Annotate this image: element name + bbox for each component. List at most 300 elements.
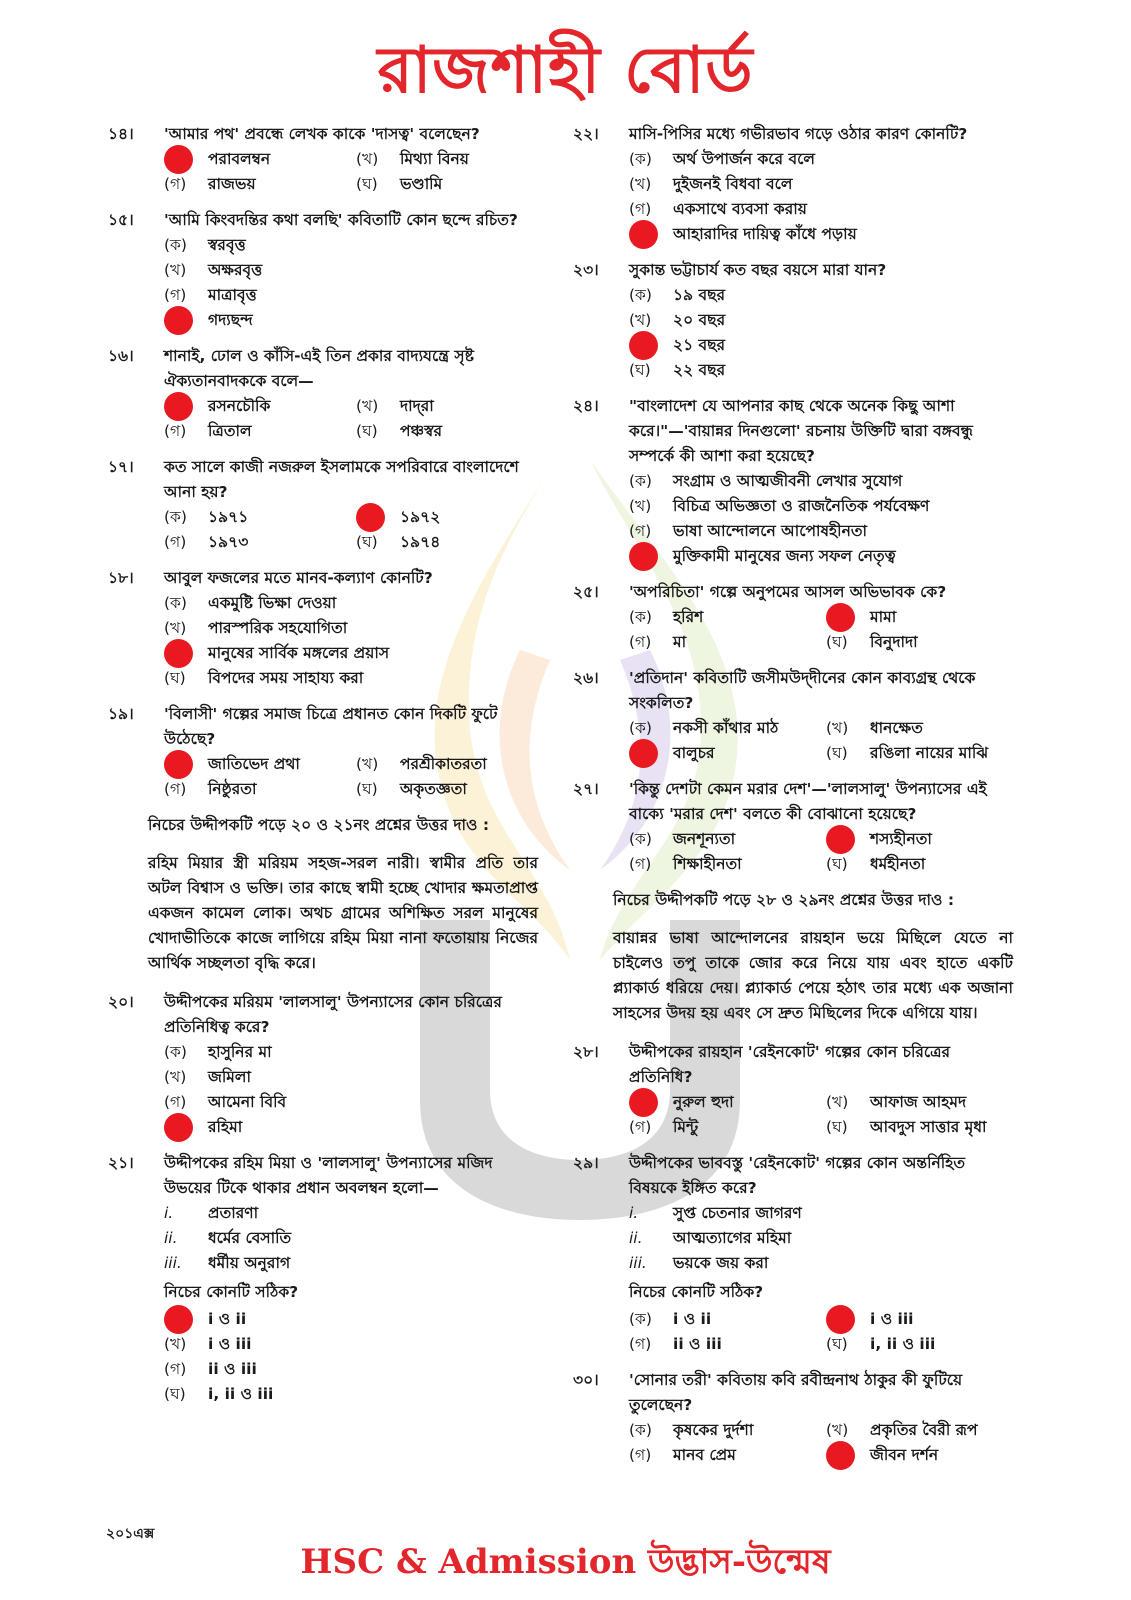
option-item[interactable] bbox=[826, 1307, 1013, 1332]
option-text: পরশ্রীকাতরতা bbox=[400, 755, 487, 773]
option-label: (গ) bbox=[629, 1118, 652, 1136]
option-text: রহিমা bbox=[208, 1118, 243, 1136]
statement-label: iii. bbox=[629, 1254, 647, 1272]
option-text: i, ii ও iii bbox=[208, 1385, 274, 1403]
question-number: ১৭। bbox=[108, 458, 134, 476]
option-item[interactable] bbox=[629, 1307, 816, 1332]
option-label: (খ) bbox=[356, 397, 379, 415]
option-text: ভাষা আন্দোলনে আপোষহীনতা bbox=[673, 522, 867, 540]
option-item[interactable] bbox=[164, 172, 346, 197]
option-text: কৃষকের দুর্দশা bbox=[673, 1421, 754, 1439]
option-label: (গ) bbox=[164, 1360, 187, 1378]
option-item[interactable] bbox=[826, 716, 1013, 741]
statement-text: ভয়কে জয় করা bbox=[673, 1254, 769, 1272]
option-item[interactable] bbox=[164, 641, 538, 666]
question bbox=[108, 990, 538, 1140]
option-item[interactable] bbox=[164, 419, 346, 444]
question-number: ১৬। bbox=[108, 347, 134, 365]
option-label: (ক) bbox=[164, 236, 187, 254]
option-item[interactable] bbox=[629, 358, 1013, 383]
option-label: (খ) bbox=[356, 755, 379, 773]
option-label: (ঘ) bbox=[826, 1118, 848, 1136]
option-item[interactable] bbox=[629, 519, 1013, 544]
question-text: শানাই, ঢোল ও কাঁসি-এই তিন প্রকার বাদ্যযন্ত্রে সৃষ্ট ঐক্যতানবাদককে বলে— bbox=[164, 347, 474, 390]
option-item[interactable] bbox=[629, 605, 816, 630]
option-item[interactable] bbox=[164, 752, 346, 777]
option-label: (গ) bbox=[164, 780, 187, 798]
option-item[interactable] bbox=[164, 1090, 538, 1115]
option-item[interactable] bbox=[629, 1090, 816, 1115]
option-item[interactable] bbox=[826, 1443, 1013, 1468]
option-item[interactable] bbox=[629, 283, 1013, 308]
answer-marker-icon bbox=[629, 542, 658, 571]
answer-marker-icon bbox=[164, 392, 193, 421]
option-list bbox=[164, 394, 538, 444]
option-label: (ক) bbox=[164, 594, 187, 612]
option-text: স্বরবৃত্ত bbox=[208, 236, 246, 254]
option-label: (খ) bbox=[164, 619, 187, 637]
option-list bbox=[164, 147, 538, 197]
option-label-holder bbox=[164, 639, 208, 668]
option-list bbox=[629, 1090, 1013, 1140]
option-label-holder bbox=[164, 306, 208, 335]
option-label: (গ) bbox=[629, 200, 652, 218]
option-text: জমিলা bbox=[208, 1068, 251, 1086]
option-item[interactable] bbox=[164, 1307, 538, 1332]
option-item[interactable] bbox=[356, 777, 538, 802]
question bbox=[108, 208, 538, 333]
answer-marker-icon bbox=[629, 220, 658, 249]
question-text: সুকান্ত ভট্টাচার্য কত বছর বয়সে মারা যান? bbox=[629, 261, 887, 279]
option-item[interactable] bbox=[164, 283, 538, 308]
option-list bbox=[164, 752, 538, 802]
option-label: (ঘ) bbox=[826, 1335, 848, 1353]
option-label: (গ) bbox=[629, 1335, 652, 1353]
option-label-holder bbox=[164, 1305, 208, 1334]
option-text: ২০ বছর bbox=[673, 311, 726, 329]
option-item[interactable] bbox=[629, 147, 1013, 172]
option-label: (খ) bbox=[164, 261, 187, 279]
question-number: ২৩। bbox=[573, 261, 599, 279]
question-number: ২৪। bbox=[573, 397, 599, 415]
option-label-holder bbox=[164, 1113, 208, 1142]
option-text: মিথ্যা বিনয় bbox=[400, 150, 469, 168]
option-item[interactable] bbox=[356, 394, 538, 419]
option-text: ii ও iii bbox=[673, 1335, 722, 1353]
option-item[interactable] bbox=[826, 741, 1013, 766]
answer-marker-icon bbox=[164, 639, 193, 668]
option-label-holder bbox=[164, 145, 208, 174]
option-label: (গ) bbox=[164, 286, 187, 304]
option-item[interactable] bbox=[164, 666, 538, 691]
question-text: 'বিলাসী' গল্পের সমাজ চিত্রে প্রধানত কোন দিকটি ফুটে উঠেছে? bbox=[164, 705, 498, 748]
option-text: অকৃতজ্ঞতা bbox=[400, 780, 467, 798]
option-text: রঙিলা নায়ের মাঝি bbox=[870, 744, 989, 762]
answer-marker-icon bbox=[164, 1113, 193, 1142]
option-list bbox=[629, 827, 1013, 877]
option-text: আমেনা বিবি bbox=[208, 1093, 287, 1111]
option-label: (গ) bbox=[629, 1446, 652, 1464]
option-label-holder bbox=[629, 331, 673, 360]
option-label: (গ) bbox=[629, 855, 652, 873]
option-item[interactable] bbox=[629, 716, 816, 741]
statement-label: i. bbox=[629, 1204, 639, 1222]
option-text: গদ্যছন্দ bbox=[208, 311, 253, 329]
option-text: একসাথে ব্যবসা করায় bbox=[673, 200, 807, 218]
option-item[interactable] bbox=[164, 1065, 538, 1090]
option-text: জাতিভেদ প্রথা bbox=[208, 755, 300, 773]
statement-text: আত্মত্যাগের মহিমা bbox=[673, 1229, 792, 1247]
option-item[interactable] bbox=[164, 1115, 538, 1140]
option-list bbox=[629, 147, 1013, 247]
question-number: ২৮। bbox=[573, 1043, 599, 1061]
option-text: মাত্রাবৃত্ত bbox=[208, 286, 257, 304]
option-text: i ও iii bbox=[208, 1335, 252, 1353]
option-text: হরিশ bbox=[673, 608, 704, 626]
question bbox=[108, 702, 538, 802]
option-label: (খ) bbox=[629, 175, 652, 193]
option-text: ধর্মহীনতা bbox=[870, 855, 926, 873]
option-text: i, ii ও iii bbox=[870, 1335, 936, 1353]
option-list bbox=[629, 283, 1013, 383]
option-label: (খ) bbox=[826, 719, 849, 737]
option-item[interactable] bbox=[164, 1040, 538, 1065]
option-text: হাসুনির মা bbox=[208, 1043, 272, 1061]
option-list bbox=[629, 1307, 1013, 1357]
option-label: (গ) bbox=[164, 1093, 187, 1111]
question-text: উদ্দীপকের রহিম মিয়া ও 'লালসালু' উপন্যাসের মজিদ উভয়ের টিকে থাকার প্রধান অবলম্বন হলো— bbox=[164, 1154, 493, 1197]
question bbox=[108, 344, 538, 444]
statement-text: সুপ্ত চেতনার জাগরণ bbox=[673, 1204, 802, 1222]
option-item[interactable] bbox=[164, 233, 538, 258]
option-label: (খ) bbox=[164, 1335, 187, 1353]
option-text: বালুচর bbox=[673, 744, 715, 762]
option-item[interactable] bbox=[629, 1115, 816, 1140]
option-text: রসনচৌকি bbox=[208, 397, 271, 415]
option-label: (গ) bbox=[164, 422, 187, 440]
option-item[interactable] bbox=[826, 605, 1013, 630]
question-number: ২২। bbox=[573, 125, 599, 143]
option-text: ২১ বছর bbox=[673, 336, 726, 354]
option-label: (ঘ) bbox=[356, 175, 378, 193]
option-text: নকসী কাঁথার মাঠ bbox=[673, 719, 779, 737]
statement-text: ধর্মীয় অনুরাগ bbox=[208, 1254, 291, 1272]
option-label: (ক) bbox=[629, 286, 652, 304]
option-list bbox=[164, 1307, 538, 1407]
option-item[interactable] bbox=[629, 333, 1013, 358]
option-text: নুরুল হুদা bbox=[673, 1093, 734, 1111]
statement-list bbox=[629, 1201, 1013, 1276]
option-text: বিনুদাদা bbox=[870, 633, 918, 651]
option-label-holder bbox=[356, 503, 400, 532]
option-list bbox=[164, 1040, 538, 1140]
option-label-holder bbox=[629, 542, 673, 571]
option-item[interactable] bbox=[629, 494, 1013, 519]
statement-label: iii. bbox=[164, 1254, 182, 1272]
option-item[interactable] bbox=[629, 852, 816, 877]
option-label-holder bbox=[826, 1305, 870, 1334]
question bbox=[573, 394, 1013, 569]
right-column bbox=[573, 122, 1013, 1479]
question-text: উদ্দীপকের মরিয়ম 'লালসালু' উপন্যাসের কোন চরিত্রের প্রতিনিধিত্ব করে? bbox=[164, 993, 502, 1036]
question bbox=[573, 666, 1013, 766]
option-item[interactable] bbox=[629, 222, 1013, 247]
statement-item bbox=[629, 1226, 1013, 1251]
option-label: (ঘ) bbox=[826, 855, 848, 873]
option-text: জীবন দর্শন bbox=[870, 1446, 939, 1464]
option-text: i ও ii bbox=[673, 1310, 712, 1328]
option-label: (ক) bbox=[164, 508, 187, 526]
option-item[interactable] bbox=[629, 827, 816, 852]
option-item[interactable] bbox=[629, 308, 1013, 333]
option-list bbox=[629, 469, 1013, 569]
option-text: একমুষ্টি ভিক্ষা দেওয়া bbox=[208, 594, 337, 612]
option-item[interactable] bbox=[164, 1382, 538, 1407]
option-text: পরাবলম্বন bbox=[208, 150, 271, 168]
option-item[interactable] bbox=[356, 419, 538, 444]
statement-item bbox=[164, 1226, 538, 1251]
option-text: ii ও iii bbox=[208, 1360, 257, 1378]
option-item[interactable] bbox=[629, 544, 1013, 569]
stimulus-passage: রহিম মিয়ার স্ত্রী মরিয়ম সহজ-সরল নারী। স্বামীর প্রতি তার অটল বিশ্বাস ও ভক্তি। তার কাছে স্বামী হচ্ছে খোদার ক্ষমতাপ্রাপ্ত একজন কামেল লোক। অথচ গ্রামের অশিক্ষিত সরল মানুষের খোদাভীতিকে কাজে লাগিয়ে রহিম মিয়া নানা ফতোয়ায় নিজের আর্থিক সচ্ছলতা বৃদ্ধি করে। bbox=[148, 854, 538, 972]
option-label: (গ) bbox=[629, 633, 652, 651]
option-label: (ঘ) bbox=[356, 780, 378, 798]
option-text: মিন্টু bbox=[673, 1118, 699, 1136]
option-label-holder bbox=[629, 1088, 673, 1117]
question bbox=[573, 777, 1013, 877]
statement-item bbox=[164, 1201, 538, 1226]
option-item[interactable] bbox=[164, 530, 346, 555]
question-text: 'কিন্তু দেশটা কেমন মরার দেশ'—'লালসালু' উপন্যাসের এই বাক্যে 'মরার দেশ' বলতে কী বোঝানো হয়েছে? bbox=[629, 780, 987, 823]
option-text: শিক্ষাহীনতা bbox=[673, 855, 742, 873]
statement-label: i. bbox=[164, 1204, 174, 1222]
question-text: উদ্দীপকের ভাববস্তু 'রেইনকোট' গল্পের কোন অন্তর্নিহিত বিষয়কে ইঙ্গিত করে? bbox=[629, 1154, 966, 1197]
question-number: ১৪। bbox=[108, 125, 134, 143]
option-item[interactable] bbox=[164, 308, 538, 333]
answer-marker-icon bbox=[164, 1305, 193, 1334]
option-item[interactable] bbox=[629, 197, 1013, 222]
question bbox=[108, 1151, 538, 1407]
option-item[interactable] bbox=[356, 172, 538, 197]
option-label-holder bbox=[629, 220, 673, 249]
option-item[interactable] bbox=[164, 147, 346, 172]
option-text: মানুষের সার্বিক মঙ্গলের প্রয়াস bbox=[208, 644, 390, 662]
option-label: (ক) bbox=[629, 719, 652, 737]
option-text: ১৯৭৩ bbox=[208, 533, 249, 551]
option-item[interactable] bbox=[164, 1357, 538, 1382]
option-item[interactable] bbox=[629, 469, 1013, 494]
option-text: ভণ্ডামি bbox=[400, 175, 443, 193]
option-label-holder bbox=[629, 739, 673, 768]
stimulus-heading: নিচের উদ্দীপকটি পড়ে ২৮ ও ২৯নং প্রশ্নের উত্তর দাও : bbox=[613, 891, 955, 909]
option-item[interactable] bbox=[826, 827, 1013, 852]
option-label-holder bbox=[826, 603, 870, 632]
option-text: আহারাদির দায়িত্ব কাঁধে পড়ায় bbox=[673, 225, 857, 243]
option-label: (খ) bbox=[164, 1068, 187, 1086]
option-item[interactable] bbox=[629, 1418, 816, 1443]
option-text: ১৯ বছর bbox=[673, 286, 726, 304]
answer-marker-icon bbox=[826, 603, 855, 632]
option-item[interactable] bbox=[164, 394, 346, 419]
option-item[interactable] bbox=[164, 777, 346, 802]
option-list bbox=[164, 505, 538, 555]
option-label-holder bbox=[164, 392, 208, 421]
question-text: 'অপরিচিতা' গল্পে অনুপমের আসল অভিভাবক কে? bbox=[629, 583, 947, 601]
option-item[interactable] bbox=[629, 172, 1013, 197]
option-item[interactable] bbox=[629, 1332, 816, 1357]
option-text: ১৯৭৪ bbox=[400, 533, 441, 551]
option-item[interactable] bbox=[164, 1332, 538, 1357]
option-text: মানব প্রেম bbox=[673, 1446, 736, 1464]
question-text: আবুল ফজলের মতে মানব-কল্যাণ কোনটি? bbox=[164, 569, 433, 587]
option-label: (ঘ) bbox=[629, 361, 651, 379]
question-text: 'প্রতিদান' কবিতাটি জসীমউদ্‌দীনের কোন কাব্যগ্রন্থ থেকে সংকলিত? bbox=[629, 669, 976, 712]
option-list bbox=[629, 605, 1013, 655]
option-text: আবদুস সাত্তার মৃধা bbox=[870, 1118, 987, 1136]
option-item[interactable] bbox=[164, 616, 538, 641]
option-label: (ক) bbox=[629, 150, 652, 168]
option-text: ২২ বছর bbox=[673, 361, 726, 379]
option-label: (খ) bbox=[356, 150, 379, 168]
question-text: কত সালে কাজী নজরুল ইসলামকে সপরিবারে বাংলাদেশে আনা হয়? bbox=[164, 458, 519, 501]
option-label: (ঘ) bbox=[164, 669, 186, 687]
answer-marker-icon bbox=[164, 306, 193, 335]
option-text: সংগ্রাম ও আত্মজীবনী লেখার সুযোগ bbox=[673, 472, 903, 490]
question-number: ১৯। bbox=[108, 705, 134, 723]
left-column bbox=[108, 122, 538, 1418]
question-number: ১৫। bbox=[108, 211, 134, 229]
answer-marker-icon bbox=[164, 750, 193, 779]
answer-marker-icon bbox=[826, 825, 855, 854]
option-item[interactable] bbox=[356, 530, 538, 555]
option-text: বিপদের সময় সাহায্য করা bbox=[208, 669, 364, 687]
question-number: ২৯। bbox=[573, 1154, 599, 1172]
option-label: (ঘ) bbox=[826, 744, 848, 762]
question-text: 'আমি কিংবদন্তির কথা বলছি' কবিতাটি কোন ছন্দে রচিত? bbox=[164, 211, 518, 229]
option-item[interactable] bbox=[356, 752, 538, 777]
question-number: ২৬। bbox=[573, 669, 599, 687]
option-label: (ঘ) bbox=[826, 633, 848, 651]
question-number: ১৮। bbox=[108, 569, 134, 587]
statement-label: ii. bbox=[164, 1229, 178, 1247]
question-number: ২৫। bbox=[573, 583, 599, 601]
option-label: (খ) bbox=[826, 1093, 849, 1111]
statement-label: ii. bbox=[629, 1229, 643, 1247]
option-item[interactable] bbox=[826, 1332, 1013, 1357]
option-text: দুইজনই বিধবা বলে bbox=[673, 175, 793, 193]
option-text: মামা bbox=[870, 608, 897, 626]
option-text: মুক্তিকামী মানুষের জন্য সফল নেতৃত্ব bbox=[673, 547, 896, 565]
statement-item bbox=[629, 1201, 1013, 1226]
option-label: (গ) bbox=[629, 522, 652, 540]
option-item[interactable] bbox=[826, 630, 1013, 655]
option-label: (খ) bbox=[826, 1421, 849, 1439]
option-item[interactable] bbox=[629, 630, 816, 655]
option-list bbox=[164, 233, 538, 333]
question bbox=[573, 580, 1013, 655]
page-code: ২০১এক্স bbox=[106, 1526, 155, 1542]
footer-brand: HSC & Admission উদ্ভাস-উন্মেষ bbox=[300, 1542, 831, 1582]
option-item[interactable] bbox=[356, 147, 538, 172]
option-label: (ক) bbox=[629, 472, 652, 490]
option-text: প্রকৃতির বৈরী রূপ bbox=[870, 1421, 978, 1439]
option-text: i ও ii bbox=[208, 1310, 247, 1328]
option-text: আফাজ আহমদ bbox=[870, 1093, 967, 1111]
option-item[interactable] bbox=[629, 741, 816, 766]
option-item[interactable] bbox=[164, 505, 346, 530]
option-item[interactable] bbox=[826, 852, 1013, 877]
question-number: ২৭। bbox=[573, 780, 599, 798]
statement-text: প্রতারণা bbox=[208, 1204, 259, 1222]
question bbox=[573, 122, 1013, 247]
option-item[interactable] bbox=[164, 258, 538, 283]
option-item[interactable] bbox=[164, 591, 538, 616]
stimulus-heading: নিচের উদ্দীপকটি পড়ে ২০ ও ২১নং প্রশ্নের উত্তর দাও : bbox=[148, 816, 490, 834]
question bbox=[573, 1368, 1013, 1468]
option-text: শস্যহীনতা bbox=[870, 830, 932, 848]
option-list bbox=[164, 591, 538, 691]
statement-text: ধর্মের বেসাতি bbox=[208, 1229, 292, 1247]
option-label: (ক) bbox=[629, 1310, 652, 1328]
option-label: (ক) bbox=[629, 1421, 652, 1439]
question-text: 'সোনার তরী' কবিতায় কবি রবীন্দ্রনাথ ঠাকুর কী ফুটিয়ে তুলেছেন? bbox=[629, 1371, 963, 1414]
option-text: নিষ্ঠুরতা bbox=[208, 780, 257, 798]
question bbox=[573, 258, 1013, 383]
option-item[interactable] bbox=[826, 1115, 1013, 1140]
option-label: (ক) bbox=[629, 608, 652, 626]
option-label: (ঘ) bbox=[356, 422, 378, 440]
question bbox=[573, 1151, 1013, 1357]
option-label: (ঘ) bbox=[356, 533, 378, 551]
option-label: (ক) bbox=[629, 830, 652, 848]
option-text: মা bbox=[673, 633, 687, 651]
option-label: (ঘ) bbox=[164, 1385, 186, 1403]
option-text: ১৯৭২ bbox=[400, 508, 441, 526]
answer-marker-icon bbox=[826, 1305, 855, 1334]
option-list bbox=[629, 1418, 1013, 1468]
option-item[interactable] bbox=[356, 505, 538, 530]
question-text: মাসি-পিসির মধ্যে গভীরভাব গড়ে ওঠার কারণ কোনটি? bbox=[629, 125, 968, 143]
option-label-holder bbox=[164, 750, 208, 779]
answer-marker-icon bbox=[629, 739, 658, 768]
option-item[interactable] bbox=[826, 1090, 1013, 1115]
statement-item bbox=[629, 1251, 1013, 1276]
option-label: (খ) bbox=[629, 311, 652, 329]
option-text: অর্থ উপার্জন করে বলে bbox=[673, 150, 815, 168]
option-text: জনশূন্যতা bbox=[673, 830, 736, 848]
option-text: ১৯৭১ bbox=[208, 508, 249, 526]
statement-list bbox=[164, 1201, 538, 1276]
question-number: ২১। bbox=[108, 1154, 134, 1172]
option-text: i ও iii bbox=[870, 1310, 914, 1328]
question-text: "বাংলাদেশ যে আপনার কাছ থেকে অনেক কিছু আশা করে।"—'বায়ান্নর দিনগুলো' রচনায় উক্তিটি দ্বারা বঙ্গবন্ধু সম্পর্কে কী আশা করা হয়েছে? bbox=[629, 397, 973, 465]
stimulus-passage: বায়ান্নর ভাষা আন্দোলনের রায়হান ভয়ে মিছিলে যেতে না চাইলেও তপু তাকে জোর করে নিয়ে যায় এবং হাতে একটি প্ল্যাকার্ড ধরিয়ে দেয়। প্ল্যাকার্ড পেয়ে হঠাৎ তার মধ্যে এক অজানা সাহসের উদয় হয় এবং সে দ্রুত মিছিলের দিকে এগিয়ে যায়। bbox=[613, 929, 1013, 1022]
option-text: বিচিত্র অভিজ্ঞতা ও রাজনৈতিক পর্যবেক্ষণ bbox=[673, 497, 930, 515]
instruction-text: নিচের কোনটি সঠিক? bbox=[629, 1283, 764, 1301]
option-label-holder bbox=[826, 825, 870, 854]
option-item[interactable] bbox=[629, 1443, 816, 1468]
option-label: (গ) bbox=[164, 533, 187, 551]
answer-marker-icon bbox=[356, 503, 385, 532]
answer-marker-icon bbox=[629, 331, 658, 360]
answer-marker-icon bbox=[826, 1441, 855, 1470]
option-item[interactable] bbox=[826, 1418, 1013, 1443]
option-text: দাদ্‌রা bbox=[400, 397, 434, 415]
statement-item bbox=[164, 1251, 538, 1276]
question-number: ২০। bbox=[108, 993, 134, 1011]
answer-marker-icon bbox=[629, 1088, 658, 1117]
question-text: 'আমার পথ' প্রবন্ধে লেখক কাকে 'দাসত্ব' বলেছেন? bbox=[164, 125, 480, 143]
